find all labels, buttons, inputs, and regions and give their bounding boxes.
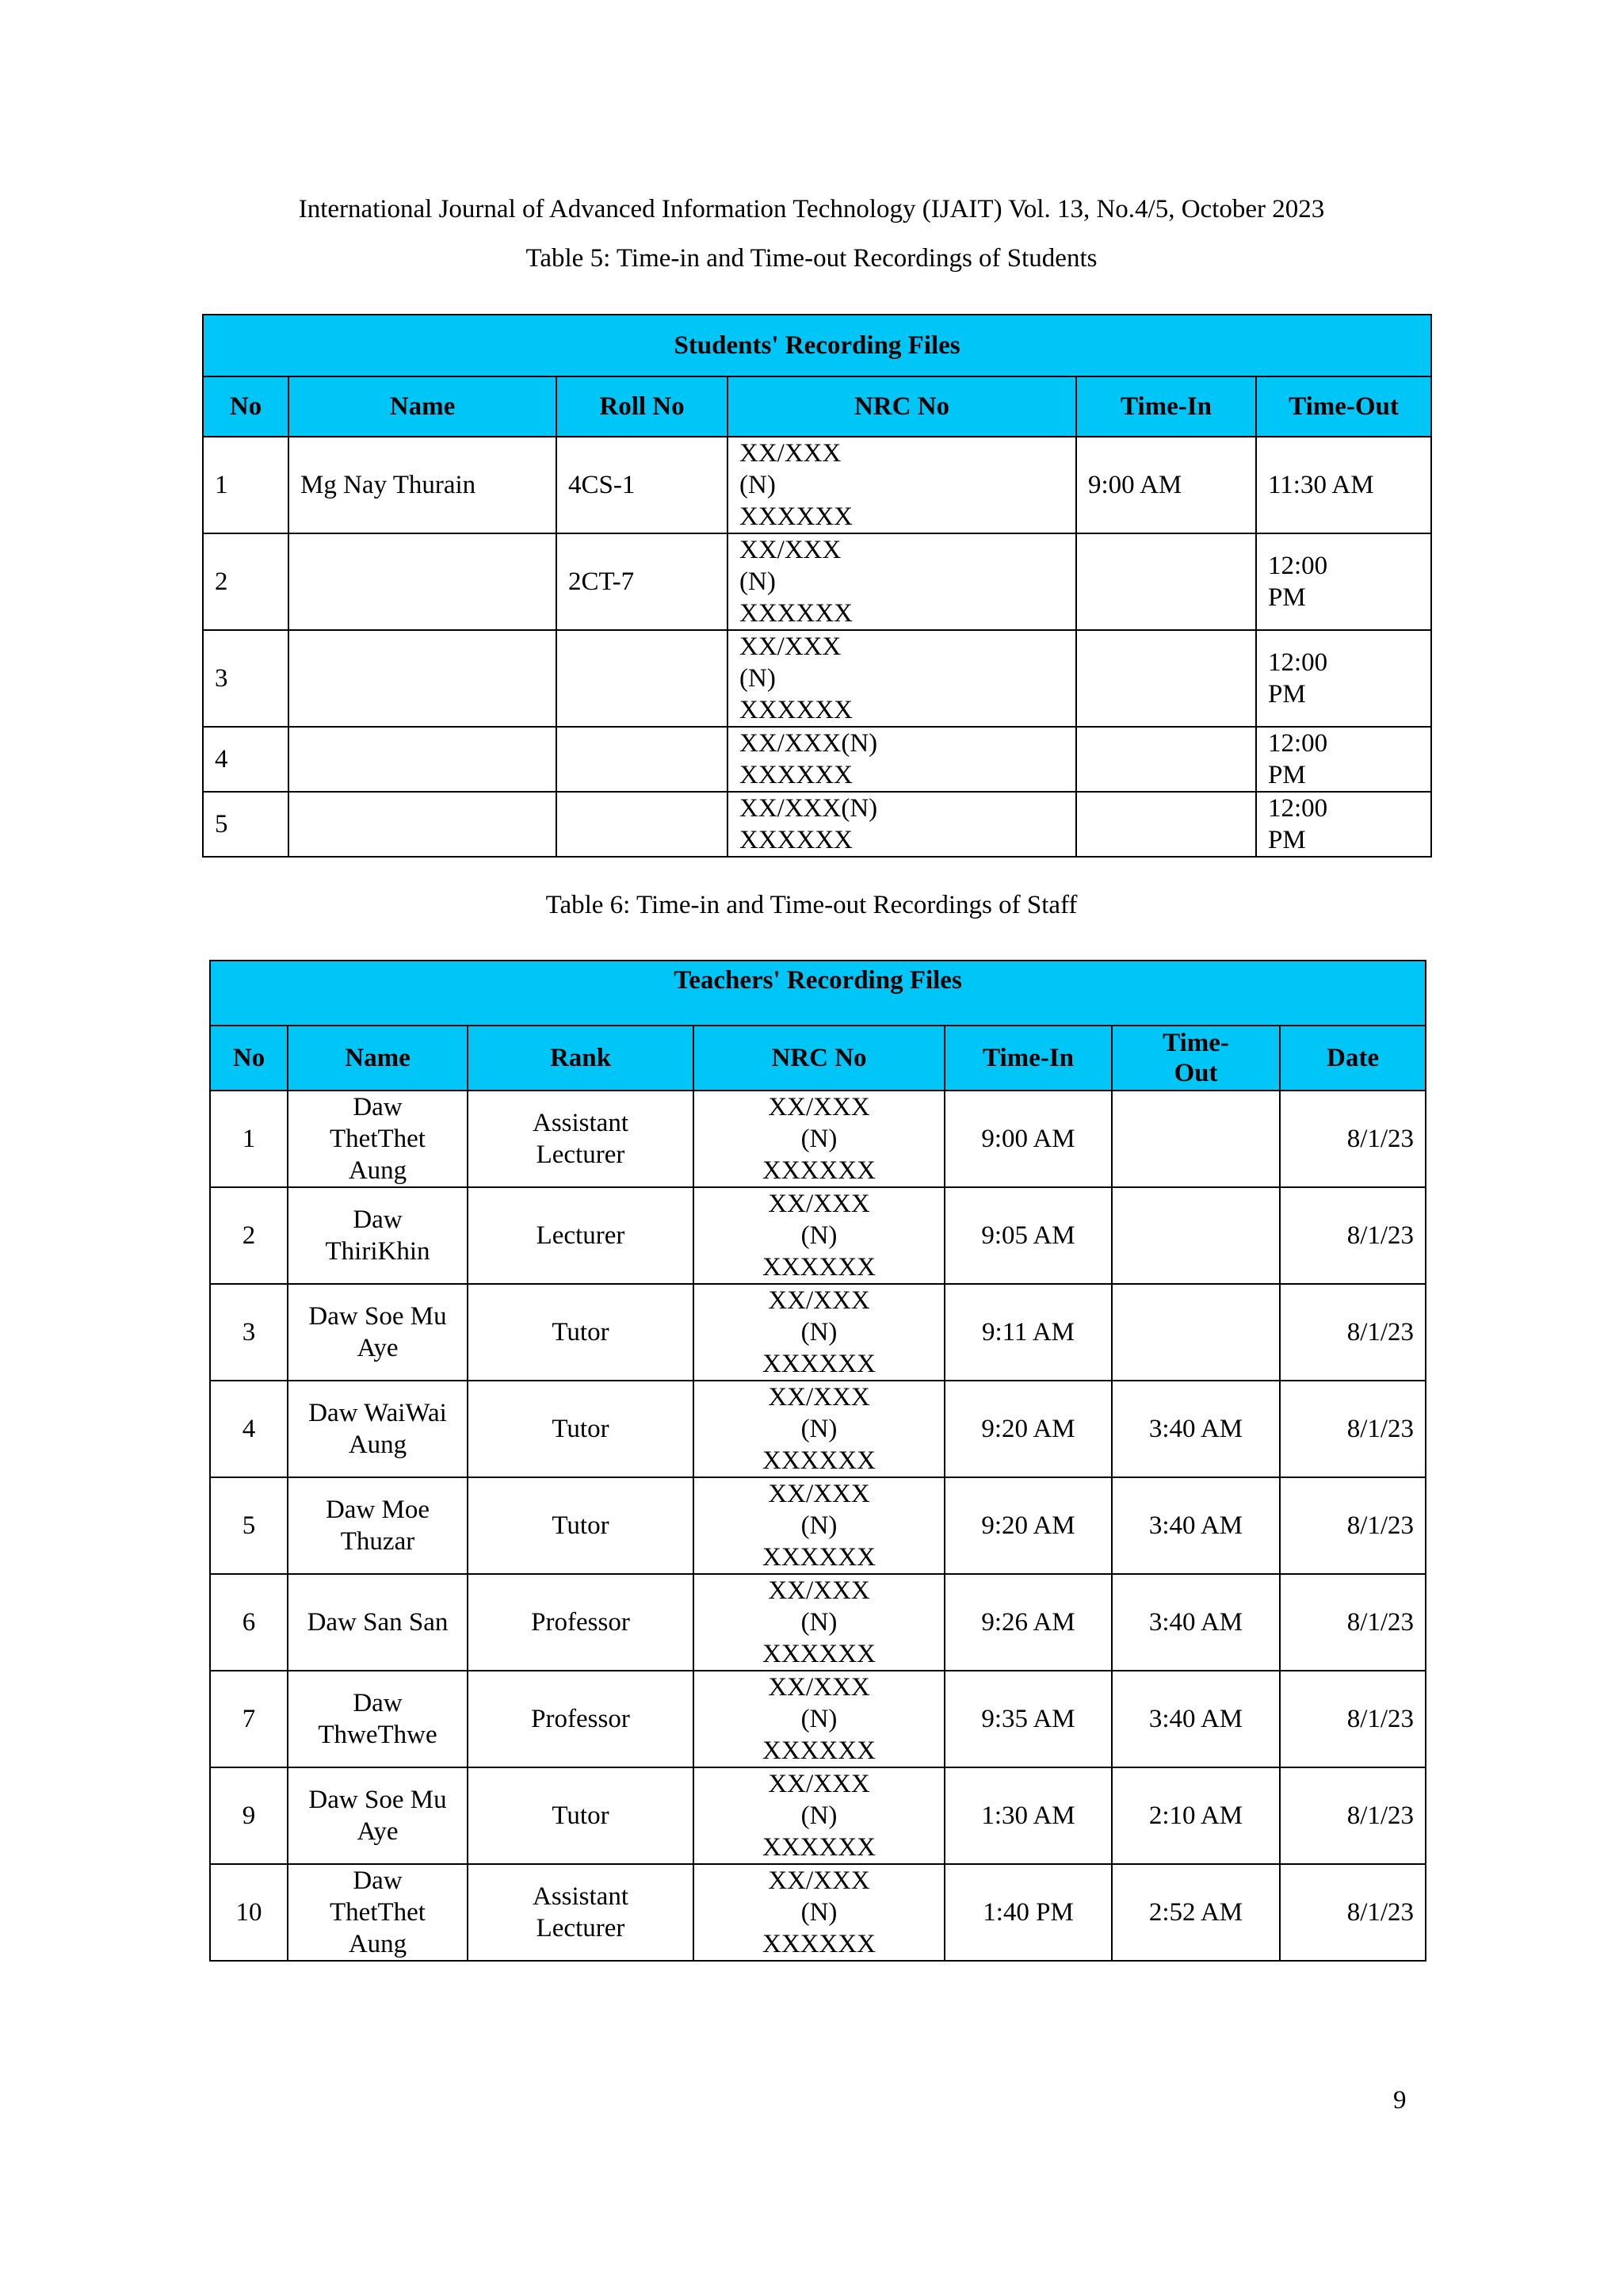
cell-nrc-no: XX/XXX (N) XXXXXX	[727, 437, 1076, 533]
cell-rank: Tutor	[468, 1477, 693, 1574]
cell-no: 5	[210, 1477, 288, 1574]
cell-name: Daw ThetThet Aung	[288, 1091, 468, 1187]
cell-time-out: 11:30 AM	[1256, 437, 1431, 533]
cell-no: 6	[210, 1574, 288, 1671]
cell-rank: Professor	[468, 1671, 693, 1767]
cell-no: 4	[210, 1381, 288, 1477]
table-row	[203, 792, 1431, 857]
table-row	[210, 1187, 1426, 1284]
cell-rank: Assistant Lecturer	[468, 1864, 693, 1961]
cell-date: 8/1/23	[1280, 1381, 1426, 1477]
table-row	[210, 1671, 1426, 1767]
cell-name: Mg Nay Thurain	[288, 437, 556, 533]
table-row	[210, 1574, 1426, 1671]
table-row	[210, 1477, 1426, 1574]
cell-time-in	[1076, 533, 1256, 630]
cell-time-in	[1076, 630, 1256, 727]
column-header-no: No	[210, 1026, 288, 1091]
cell-no: 5	[203, 792, 288, 857]
cell-time-out: 3:40 AM	[1112, 1671, 1280, 1767]
column-header-nrc-no: NRC No	[693, 1026, 945, 1091]
cell-time-out: 12:00 PM	[1256, 630, 1431, 727]
table-6-caption: Table 6: Time-in and Time-out Recordings of Staff	[545, 891, 1078, 919]
column-header-time-out: Time- Out	[1112, 1026, 1280, 1091]
cell-name: Daw WaiWai Aung	[288, 1381, 468, 1477]
table-row	[210, 1091, 1426, 1187]
cell-nrc-no: XX/XXX (N) XXXXXX	[693, 1767, 945, 1864]
cell-name	[288, 630, 556, 727]
table-row	[210, 1381, 1426, 1477]
cell-time-out: 3:40 AM	[1112, 1574, 1280, 1671]
cell-date: 8/1/23	[1280, 1864, 1426, 1961]
cell-date: 8/1/23	[1280, 1477, 1426, 1574]
cell-no: 10	[210, 1864, 288, 1961]
cell-no: 7	[210, 1671, 288, 1767]
students-recording-table	[202, 314, 1432, 858]
cell-rank: Assistant Lecturer	[468, 1091, 693, 1187]
cell-date: 8/1/23	[1280, 1574, 1426, 1671]
column-header-rank: Rank	[468, 1026, 693, 1091]
cell-time-out	[1112, 1187, 1280, 1284]
table-row	[203, 437, 1431, 533]
cell-nrc-no: XX/XXX (N) XXXXXX	[693, 1284, 945, 1381]
cell-rank: Tutor	[468, 1381, 693, 1477]
cell-nrc-no: XX/XXX (N) XXXXXX	[727, 630, 1076, 727]
cell-nrc-no: XX/XXX(N) XXXXXX	[727, 792, 1076, 857]
students-table-title: Students' Recording Files	[203, 315, 1431, 376]
cell-roll-no	[556, 792, 727, 857]
cell-name	[288, 792, 556, 857]
cell-nrc-no: XX/XXX (N) XXXXXX	[693, 1574, 945, 1671]
column-header-date: Date	[1280, 1026, 1426, 1091]
cell-name: Daw Soe Mu Aye	[288, 1767, 468, 1864]
cell-time-in: 9:26 AM	[945, 1574, 1112, 1671]
cell-nrc-no: XX/XXX (N) XXXXXX	[727, 533, 1076, 630]
cell-time-in: 1:30 AM	[945, 1767, 1112, 1864]
running-header: International Journal of Advanced Information Technology (IJAIT) Vol. 13, No.4/5, October 2023	[298, 195, 1325, 223]
cell-nrc-no: XX/XXX (N) XXXXXX	[693, 1381, 945, 1477]
column-header-roll-no: Roll No	[556, 376, 727, 437]
cell-no: 3	[210, 1284, 288, 1381]
cell-time-in: 9:35 AM	[945, 1671, 1112, 1767]
cell-name: Daw Soe Mu Aye	[288, 1284, 468, 1381]
cell-time-in	[1076, 792, 1256, 857]
cell-time-in: 9:20 AM	[945, 1381, 1112, 1477]
cell-no: 4	[203, 727, 288, 792]
cell-no: 1	[210, 1091, 288, 1187]
cell-nrc-no: XX/XXX (N) XXXXXX	[693, 1091, 945, 1187]
cell-time-out	[1112, 1091, 1280, 1187]
cell-time-in: 9:00 AM	[1076, 437, 1256, 533]
column-header-no: No	[203, 376, 288, 437]
table-row	[210, 1284, 1426, 1381]
cell-date: 8/1/23	[1280, 1091, 1426, 1187]
column-header-time-in: Time-In	[945, 1026, 1112, 1091]
cell-nrc-no: XX/XXX (N) XXXXXX	[693, 1864, 945, 1961]
cell-name: Daw ThiriKhin	[288, 1187, 468, 1284]
table-5-caption: Table 5: Time-in and Time-out Recordings of Students	[525, 244, 1098, 273]
cell-name	[288, 533, 556, 630]
column-header-time-out: Time-Out	[1256, 376, 1431, 437]
cell-time-in	[1076, 727, 1256, 792]
cell-time-out: 2:52 AM	[1112, 1864, 1280, 1961]
cell-time-out: 3:40 AM	[1112, 1477, 1280, 1574]
cell-date: 8/1/23	[1280, 1671, 1426, 1767]
cell-no: 3	[203, 630, 288, 727]
cell-rank: Professor	[468, 1574, 693, 1671]
column-header-name: Name	[288, 376, 556, 437]
cell-name: Daw ThweThwe	[288, 1671, 468, 1767]
table-row	[210, 1864, 1426, 1961]
cell-time-out: 2:10 AM	[1112, 1767, 1280, 1864]
table-row	[203, 727, 1431, 792]
cell-no: 1	[203, 437, 288, 533]
cell-rank: Tutor	[468, 1767, 693, 1864]
cell-name: Daw Moe Thuzar	[288, 1477, 468, 1574]
cell-no: 9	[210, 1767, 288, 1864]
column-header-nrc-no: NRC No	[727, 376, 1076, 437]
cell-date: 8/1/23	[1280, 1767, 1426, 1864]
cell-time-in: 9:00 AM	[945, 1091, 1112, 1187]
table-row	[203, 533, 1431, 630]
cell-time-out: 3:40 AM	[1112, 1381, 1280, 1477]
cell-roll-no: 2CT-7	[556, 533, 727, 630]
cell-time-in: 1:40 PM	[945, 1864, 1112, 1961]
cell-roll-no	[556, 630, 727, 727]
teachers-table-title: Teachers' Recording Files	[210, 961, 1426, 1026]
cell-date: 8/1/23	[1280, 1187, 1426, 1284]
cell-roll-no	[556, 727, 727, 792]
cell-time-out	[1112, 1284, 1280, 1381]
cell-date: 8/1/23	[1280, 1284, 1426, 1381]
cell-name	[288, 727, 556, 792]
cell-rank: Lecturer	[468, 1187, 693, 1284]
cell-nrc-no: XX/XXX(N) XXXXXX	[727, 727, 1076, 792]
column-header-time-in: Time-In	[1076, 376, 1256, 437]
cell-time-out: 12:00 PM	[1256, 792, 1431, 857]
table-row	[203, 630, 1431, 727]
cell-name: Daw ThetThet Aung	[288, 1864, 468, 1961]
cell-time-in: 9:20 AM	[945, 1477, 1112, 1574]
teachers-recording-table	[209, 960, 1426, 1962]
column-header-name: Name	[288, 1026, 468, 1091]
cell-time-out: 12:00 PM	[1256, 533, 1431, 630]
cell-rank: Tutor	[468, 1284, 693, 1381]
cell-time-in: 9:11 AM	[945, 1284, 1112, 1381]
page-number: 9	[1393, 2086, 1407, 2115]
cell-nrc-no: XX/XXX (N) XXXXXX	[693, 1671, 945, 1767]
cell-time-in: 9:05 AM	[945, 1187, 1112, 1284]
cell-no: 2	[203, 533, 288, 630]
cell-time-out: 12:00 PM	[1256, 727, 1431, 792]
cell-roll-no: 4CS-1	[556, 437, 727, 533]
cell-nrc-no: XX/XXX (N) XXXXXX	[693, 1187, 945, 1284]
cell-no: 2	[210, 1187, 288, 1284]
table-row	[210, 1767, 1426, 1864]
cell-nrc-no: XX/XXX (N) XXXXXX	[693, 1477, 945, 1574]
cell-name: Daw San San	[288, 1574, 468, 1671]
